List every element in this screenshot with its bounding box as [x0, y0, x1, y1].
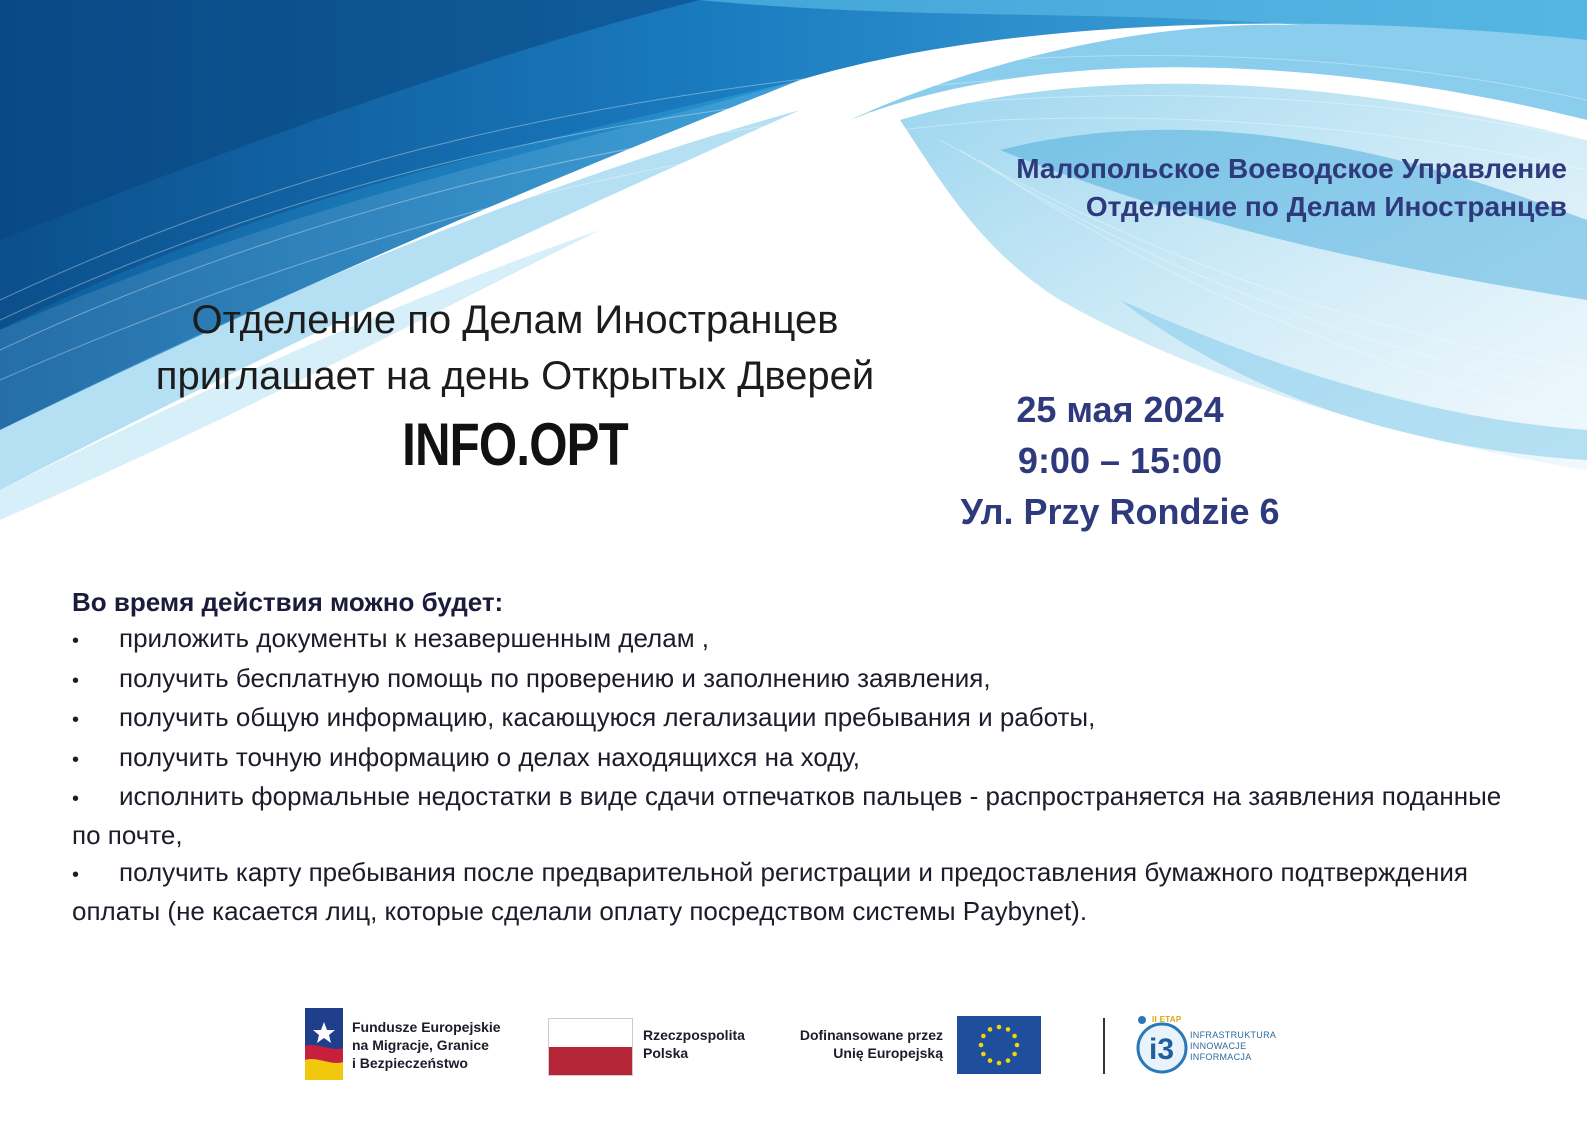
event-date: 25 мая 2024 — [1016, 389, 1224, 430]
list-item-text: получить бесплатную помощь по проверению и заполнению заявления, — [119, 662, 991, 693]
eu-funds-text — [352, 1018, 501, 1072]
organization-line-1: Малопольское Воеводское Управление — [1016, 153, 1567, 184]
activities-section — [72, 584, 1532, 930]
eu-star-icon — [1015, 1043, 1020, 1048]
event-name: INFO.OPT — [402, 411, 628, 478]
i3-line-3: INFORMACJA — [1190, 1052, 1252, 1062]
poland-text — [643, 1026, 745, 1062]
bullet: • — [72, 669, 80, 692]
footer-logos — [0, 1000, 1587, 1090]
bullet: • — [72, 863, 80, 886]
svg-text:i3: i3 — [1149, 1033, 1175, 1066]
i3-line-1: INFRASTRUKTURA — [1190, 1030, 1277, 1040]
organization-line-2: Отделение по Делам Иностранцев — [1085, 191, 1567, 222]
event-address: Ул. Przy Rondzie 6 — [960, 491, 1280, 532]
invitation-text — [80, 292, 950, 404]
footer-divider — [1103, 1018, 1105, 1074]
list-item — [72, 620, 1532, 659]
list-item — [72, 778, 1532, 854]
eu-funds-line-2: na Migracje, Granice — [352, 1037, 489, 1053]
list-item — [72, 699, 1532, 738]
eu-star-icon — [981, 1052, 986, 1057]
poland-flag-icon — [548, 1018, 633, 1076]
eu-star-icon — [1006, 1058, 1011, 1063]
eu-star-icon — [979, 1043, 984, 1048]
eu-star-icon — [1012, 1052, 1017, 1057]
eu-cofunding-text — [778, 1026, 943, 1062]
eu-star-icon — [997, 1061, 1002, 1066]
i3-tag: II ETAP — [1152, 1015, 1182, 1024]
bullet: • — [72, 630, 80, 653]
bullet: • — [72, 709, 80, 732]
eu-funds-line-1: Fundusze Europejskie — [352, 1019, 501, 1035]
eu-star-icon — [988, 1058, 993, 1063]
list-item-text: приложить документы к незавершенным делам , — [119, 623, 710, 654]
list-item-text: получить карту пребывания после предварительной регистрации и предоставления бумажного подтверждения оплаты (не касается лиц, которые сделали оплату посредством системы Paybynet). — [72, 856, 1468, 927]
invitation-line-2: приглашает на день Открытых Дверей — [155, 354, 875, 398]
eu-funds-line-3: i Bezpieczeństwo — [352, 1055, 468, 1071]
eu-star-icon — [981, 1034, 986, 1039]
bullet: • — [72, 788, 80, 811]
i3-line-2: INNOWACJE — [1190, 1041, 1247, 1051]
list-item-text: исполнить формальные недостатки в виде сдачи отпечатков пальцев - распространяется на заявления поданные по почте, — [72, 781, 1502, 851]
eu-cofunding-line-1: Dofinansowane przez — [799, 1027, 943, 1043]
list-item — [72, 739, 1532, 778]
i3-text — [1190, 1030, 1276, 1063]
bullet: • — [72, 748, 80, 771]
list-item-text: получить общую информацию, касающуюся легализации пребывания и работы, — [119, 702, 1096, 733]
poland-line-2: Polska — [643, 1045, 689, 1061]
event-details — [930, 384, 1310, 537]
eu-star-icon — [997, 1025, 1002, 1030]
eu-funds-flag-icon — [305, 1008, 343, 1080]
eu-flag-icon — [957, 1016, 1041, 1079]
eu-funds-logo — [305, 1008, 343, 1085]
eu-star-icon — [1006, 1027, 1011, 1032]
list-item — [72, 660, 1532, 699]
eu-cofunding-line-2: Unię Europejską — [833, 1045, 943, 1061]
eu-star-icon — [1012, 1034, 1017, 1039]
list-item — [72, 854, 1532, 930]
poland-line-1: Rzeczpospolita — [643, 1027, 745, 1043]
eu-star-icon — [988, 1027, 993, 1032]
list-item-text: получить точную информацию о делах находящихся на ходу, — [119, 741, 861, 772]
event-time: 9:00 – 15:00 — [1017, 440, 1223, 481]
invitation-line-1: Отделение по Делам Иностранцев — [191, 298, 839, 342]
organization-header — [1016, 150, 1567, 226]
activities-heading: Во время действия можно будет: — [72, 587, 504, 617]
